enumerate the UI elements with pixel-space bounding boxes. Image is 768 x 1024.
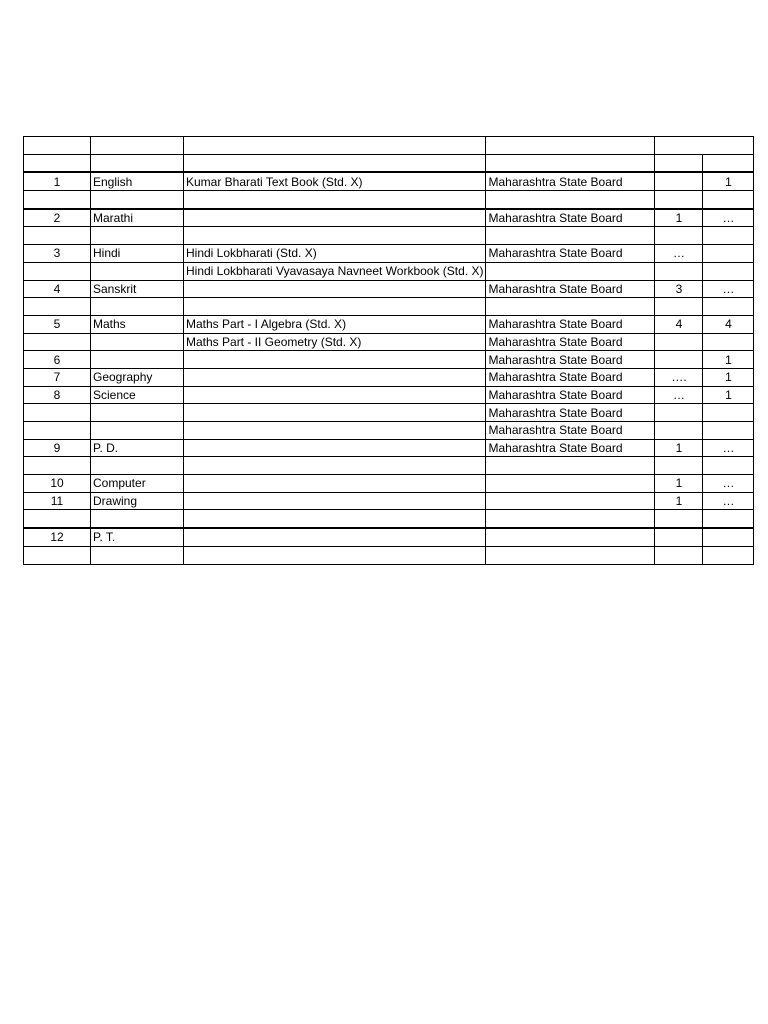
- cell-board[interactable]: Maharashtra State Board: [486, 368, 655, 386]
- cell-qty-1[interactable]: [655, 262, 703, 280]
- table-row: [24, 528, 754, 546]
- cell-subject[interactable]: P. D.: [91, 439, 184, 457]
- cell-subject[interactable]: Drawing: [91, 492, 184, 510]
- cell-qty-1[interactable]: [655, 172, 703, 190]
- cell-qty-1[interactable]: [655, 351, 703, 369]
- cell-book-title[interactable]: [184, 528, 486, 546]
- cell-board[interactable]: Maharashtra State Board: [486, 404, 655, 422]
- cell-subject[interactable]: P. T.: [91, 528, 184, 546]
- header-cell[interactable]: [91, 137, 184, 155]
- cell-book-title[interactable]: [184, 280, 486, 298]
- cell-qty-2[interactable]: [703, 262, 754, 280]
- table-row: [24, 245, 754, 263]
- cell-qty-1[interactable]: 1: [655, 209, 703, 227]
- table-row: [24, 315, 754, 333]
- table-row: [24, 209, 754, 227]
- cell-qty-2[interactable]: [703, 422, 754, 440]
- table-row: [24, 492, 754, 510]
- cell-qty-1[interactable]: 1: [655, 439, 703, 457]
- cell-qty-2[interactable]: [703, 227, 754, 245]
- cell-board[interactable]: Maharashtra State Board: [486, 422, 655, 440]
- cell-qty-2[interactable]: …: [703, 280, 754, 298]
- cell-subject[interactable]: [91, 333, 184, 351]
- table-body: [24, 137, 754, 565]
- table-row: [24, 404, 754, 422]
- cell-qty-2[interactable]: [703, 298, 754, 316]
- cell-board[interactable]: Maharashtra State Board: [486, 386, 655, 404]
- cell-subject[interactable]: Marathi: [91, 209, 184, 227]
- cell-subject[interactable]: [91, 422, 184, 440]
- header-row: [24, 137, 754, 155]
- cell-qty-2[interactable]: [703, 510, 754, 528]
- cell-board[interactable]: Maharashtra State Board: [486, 351, 655, 369]
- cell-serial-no[interactable]: 3: [24, 245, 91, 263]
- table-row: [24, 439, 754, 457]
- cell-board[interactable]: Maharashtra State Board: [486, 245, 655, 263]
- cell-board[interactable]: [486, 510, 655, 528]
- cell-serial-no[interactable]: [24, 404, 91, 422]
- cell-book-title[interactable]: [184, 209, 486, 227]
- cell-serial-no[interactable]: [24, 298, 91, 316]
- cell-qty-1[interactable]: …: [655, 386, 703, 404]
- cell-book-title[interactable]: [184, 191, 486, 209]
- table-row: [24, 154, 754, 172]
- cell-book-title[interactable]: [184, 386, 486, 404]
- cell-subject[interactable]: [91, 262, 184, 280]
- cell-subject[interactable]: [91, 298, 184, 316]
- cell-qty-2[interactable]: [703, 528, 754, 546]
- cell-subject[interactable]: [91, 510, 184, 528]
- cell-subject[interactable]: [91, 227, 184, 245]
- cell-book-title[interactable]: Maths Part - I Algebra (Std. X): [184, 315, 486, 333]
- cell-qty-2[interactable]: …: [703, 439, 754, 457]
- cell-qty-1[interactable]: 1: [655, 492, 703, 510]
- cell-serial-no[interactable]: [24, 457, 91, 475]
- cell-serial-no[interactable]: 2: [24, 209, 91, 227]
- cell-subject[interactable]: Computer: [91, 475, 184, 493]
- cell-board[interactable]: Maharashtra State Board: [486, 209, 655, 227]
- cell-board[interactable]: Maharashtra State Board: [486, 315, 655, 333]
- cell-book-title[interactable]: [184, 298, 486, 316]
- cell-qty-2[interactable]: [703, 245, 754, 263]
- cell-subject[interactable]: [91, 191, 184, 209]
- cell-board[interactable]: [486, 546, 655, 564]
- cell-board[interactable]: [486, 154, 655, 172]
- cell-book-title[interactable]: [184, 457, 486, 475]
- table-row: [24, 475, 754, 493]
- cell-book-title[interactable]: [184, 492, 486, 510]
- cell-qty-2[interactable]: …: [703, 475, 754, 493]
- cell-qty-2[interactable]: 1: [703, 368, 754, 386]
- cell-book-title[interactable]: Maths Part - II Geometry (Std. X): [184, 333, 486, 351]
- cell-board[interactable]: [486, 191, 655, 209]
- table-row: [24, 227, 754, 245]
- cell-serial-no[interactable]: 6: [24, 351, 91, 369]
- cell-qty-1[interactable]: [655, 191, 703, 209]
- table-row: [24, 191, 754, 209]
- table-row: [24, 298, 754, 316]
- table-row: [24, 386, 754, 404]
- cell-book-title[interactable]: Hindi Lokbharati (Std. X): [184, 245, 486, 263]
- table-row: [24, 280, 754, 298]
- cell-subject[interactable]: [91, 154, 184, 172]
- cell-board[interactable]: Maharashtra State Board: [486, 439, 655, 457]
- cell-book-title[interactable]: [184, 227, 486, 245]
- cell-subject[interactable]: Maths: [91, 315, 184, 333]
- cell-qty-1[interactable]: [655, 404, 703, 422]
- cell-subject[interactable]: English: [91, 172, 184, 190]
- cell-book-title[interactable]: [184, 351, 486, 369]
- table-row: [24, 546, 754, 564]
- cell-serial-no[interactable]: 9: [24, 439, 91, 457]
- cell-board[interactable]: [486, 475, 655, 493]
- cell-qty-1[interactable]: [655, 546, 703, 564]
- cell-qty-1[interactable]: 3: [655, 280, 703, 298]
- cell-qty-2[interactable]: [703, 333, 754, 351]
- cell-book-title[interactable]: [184, 510, 486, 528]
- cell-qty-1[interactable]: [655, 457, 703, 475]
- cell-serial-no[interactable]: [24, 227, 91, 245]
- cell-book-title[interactable]: [184, 439, 486, 457]
- cell-serial-no[interactable]: 5: [24, 315, 91, 333]
- cell-board[interactable]: Maharashtra State Board: [486, 280, 655, 298]
- cell-book-title[interactable]: [184, 475, 486, 493]
- cell-book-title[interactable]: [184, 546, 486, 564]
- cell-board[interactable]: [486, 298, 655, 316]
- table-row: [24, 457, 754, 475]
- cell-serial-no[interactable]: 10: [24, 475, 91, 493]
- cell-serial-no[interactable]: [24, 422, 91, 440]
- cell-qty-1[interactable]: [655, 333, 703, 351]
- header-cell[interactable]: [486, 137, 655, 155]
- cell-board[interactable]: [486, 457, 655, 475]
- cell-board[interactable]: Maharashtra State Board: [486, 333, 655, 351]
- cell-board[interactable]: [486, 227, 655, 245]
- table-row: [24, 510, 754, 528]
- cell-qty-2[interactable]: [703, 457, 754, 475]
- cell-qty-2[interactable]: [703, 154, 754, 172]
- cell-serial-no[interactable]: [24, 191, 91, 209]
- cell-serial-no[interactable]: 7: [24, 368, 91, 386]
- cell-board[interactable]: [486, 492, 655, 510]
- table-row: [24, 368, 754, 386]
- cell-subject[interactable]: Sanskrit: [91, 280, 184, 298]
- cell-subject[interactable]: Hindi: [91, 245, 184, 263]
- cell-qty-1[interactable]: [655, 154, 703, 172]
- cell-serial-no[interactable]: [24, 333, 91, 351]
- table-row: [24, 262, 754, 280]
- cell-qty-2[interactable]: 1: [703, 386, 754, 404]
- cell-serial-no[interactable]: [24, 262, 91, 280]
- cell-book-title[interactable]: Kumar Bharati Text Book (Std. X): [184, 172, 486, 190]
- cell-qty-2[interactable]: [703, 191, 754, 209]
- cell-qty-2[interactable]: 4: [703, 315, 754, 333]
- cell-qty-1[interactable]: 1: [655, 475, 703, 493]
- cell-serial-no[interactable]: [24, 510, 91, 528]
- cell-subject[interactable]: Geography: [91, 368, 184, 386]
- cell-board[interactable]: [486, 528, 655, 546]
- cell-serial-no[interactable]: 12: [24, 528, 91, 546]
- cell-board[interactable]: [486, 262, 655, 280]
- cell-serial-no[interactable]: [24, 546, 91, 564]
- cell-book-title[interactable]: [184, 368, 486, 386]
- cell-qty-2[interactable]: [703, 546, 754, 564]
- cell-qty-2[interactable]: 1: [703, 351, 754, 369]
- header-cell[interactable]: [184, 137, 486, 155]
- cell-board[interactable]: Maharashtra State Board: [486, 172, 655, 190]
- cell-qty-1[interactable]: 4: [655, 315, 703, 333]
- cell-qty-1[interactable]: [655, 298, 703, 316]
- book-list-table: [23, 136, 754, 565]
- cell-serial-no[interactable]: 8: [24, 386, 91, 404]
- cell-qty-2[interactable]: 1: [703, 172, 754, 190]
- cell-qty-1[interactable]: [655, 510, 703, 528]
- table-row: [24, 333, 754, 351]
- cell-subject[interactable]: [91, 457, 184, 475]
- table-row: [24, 351, 754, 369]
- cell-serial-no[interactable]: 1: [24, 172, 91, 190]
- cell-qty-2[interactable]: [703, 404, 754, 422]
- header-cell-merged[interactable]: [655, 137, 754, 155]
- cell-qty-1[interactable]: [655, 422, 703, 440]
- cell-subject[interactable]: [91, 404, 184, 422]
- cell-qty-2[interactable]: …: [703, 492, 754, 510]
- cell-book-title[interactable]: [184, 422, 486, 440]
- table-row: [24, 172, 754, 190]
- cell-serial-no[interactable]: 4: [24, 280, 91, 298]
- cell-serial-no[interactable]: [24, 154, 91, 172]
- cell-subject[interactable]: [91, 351, 184, 369]
- cell-qty-1[interactable]: …: [655, 245, 703, 263]
- table-row: [24, 422, 754, 440]
- cell-qty-1[interactable]: [655, 528, 703, 546]
- cell-book-title[interactable]: [184, 404, 486, 422]
- header-cell[interactable]: [24, 137, 91, 155]
- cell-subject[interactable]: [91, 546, 184, 564]
- cell-qty-1[interactable]: ….: [655, 368, 703, 386]
- cell-serial-no[interactable]: 11: [24, 492, 91, 510]
- cell-book-title[interactable]: [184, 154, 486, 172]
- cell-qty-1[interactable]: [655, 227, 703, 245]
- cell-book-title[interactable]: Hindi Lokbharati Vyavasaya Navneet Workbook (Std. X): [184, 262, 486, 280]
- cell-qty-2[interactable]: …: [703, 209, 754, 227]
- cell-subject[interactable]: Science: [91, 386, 184, 404]
